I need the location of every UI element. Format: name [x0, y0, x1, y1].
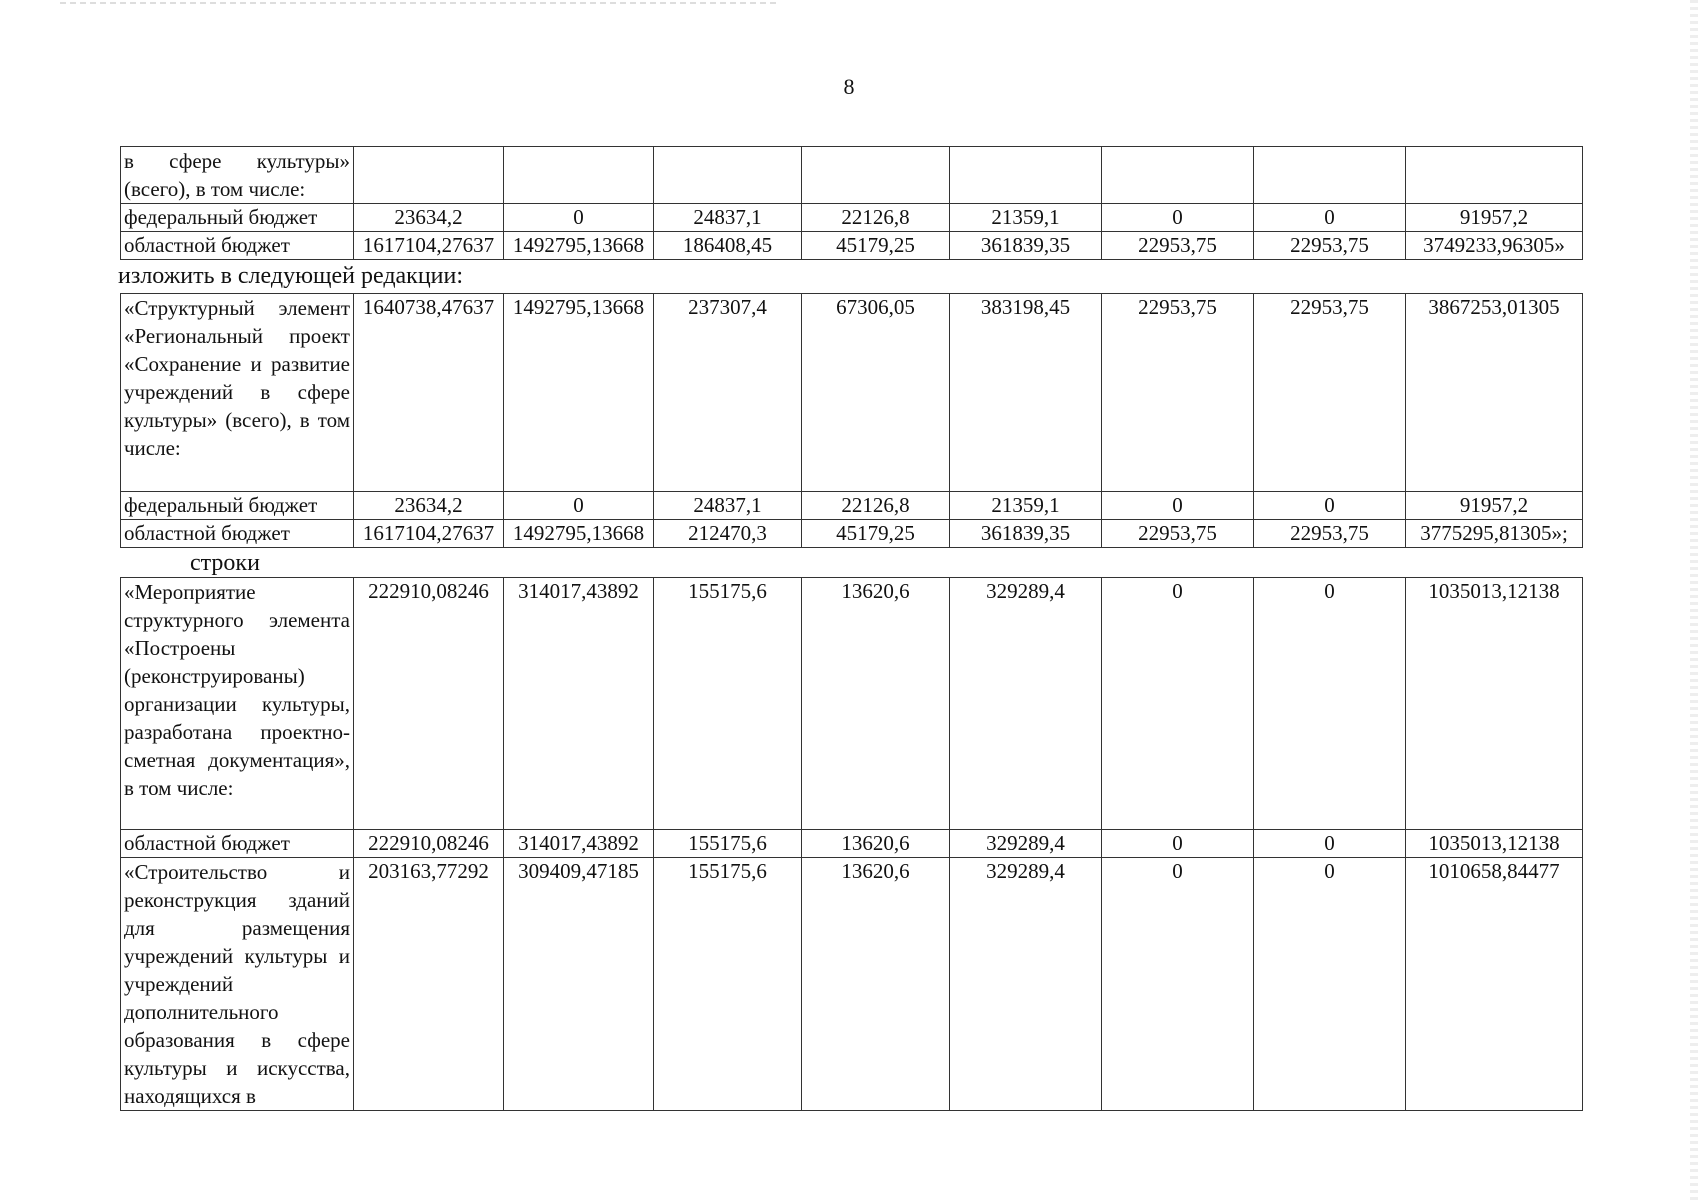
scan-artifact-right-edge	[1690, 0, 1698, 1200]
cell	[950, 147, 1102, 204]
cell	[504, 147, 654, 204]
cell: 0	[1102, 830, 1254, 858]
cell	[354, 147, 504, 204]
cell: 21359,1	[950, 204, 1102, 232]
cell: 329289,4	[950, 578, 1102, 830]
cell: 3867253,01305	[1406, 294, 1583, 492]
cell	[1254, 147, 1406, 204]
cell: 1640738,47637	[354, 294, 504, 492]
cell: 22126,8	[802, 492, 950, 520]
table-lines	[120, 577, 1583, 1111]
cell: 0	[1254, 204, 1406, 232]
cell: 13620,6	[802, 858, 950, 1111]
cell: 24837,1	[654, 492, 802, 520]
cell: 329289,4	[950, 858, 1102, 1111]
cell: 314017,43892	[504, 578, 654, 830]
cell: 186408,45	[654, 232, 802, 260]
cell: 237307,4	[654, 294, 802, 492]
row-label: «Мероприятие структурного элемента «Построены (реконструированы) организации культуры, разработана проектно-сметная документация», в том числе:	[121, 578, 354, 830]
cell: 1492795,13668	[504, 232, 654, 260]
cell: 0	[504, 204, 654, 232]
cell: 22126,8	[802, 204, 950, 232]
cell: 0	[1254, 858, 1406, 1111]
page-number: 8	[843, 74, 855, 99]
table-row	[121, 520, 1583, 548]
cell: 21359,1	[950, 492, 1102, 520]
cell: 361839,35	[950, 232, 1102, 260]
heading-lines: строки	[190, 550, 260, 576]
cell: 22953,75	[1254, 232, 1406, 260]
cell: 314017,43892	[504, 830, 654, 858]
table-new-version	[120, 293, 1583, 548]
cell: 91957,2	[1406, 204, 1583, 232]
cell: 45179,25	[802, 232, 950, 260]
cell: 0	[1254, 492, 1406, 520]
cell: 212470,3	[654, 520, 802, 548]
cell: 22953,75	[1102, 294, 1254, 492]
cell: 1010658,84477	[1406, 858, 1583, 1111]
cell	[1102, 147, 1254, 204]
cell: 1035013,12138	[1406, 830, 1583, 858]
table-row	[121, 232, 1583, 260]
row-label: областной бюджет	[121, 232, 354, 260]
cell: 1617104,27637	[354, 520, 504, 548]
table-row	[121, 147, 1583, 204]
cell: 0	[1254, 578, 1406, 830]
cell: 13620,6	[802, 830, 950, 858]
cell	[802, 147, 950, 204]
cell: 23634,2	[354, 492, 504, 520]
heading-replace: изложить в следующей редакции:	[118, 263, 464, 289]
cell: 361839,35	[950, 520, 1102, 548]
row-label: «Строительство и реконструкция зданий для размещения учреждений культуры и учреждений дополнительного образования в сфере культуры и искусства, находящихся в	[121, 858, 354, 1111]
cell: 22953,75	[1102, 232, 1254, 260]
cell: 67306,05	[802, 294, 950, 492]
cell: 0	[1102, 204, 1254, 232]
cell: 0	[1102, 858, 1254, 1111]
cell: 383198,45	[950, 294, 1102, 492]
row-label: областной бюджет	[121, 520, 354, 548]
cell: 22953,75	[1102, 520, 1254, 548]
cell: 91957,2	[1406, 492, 1583, 520]
row-label: в сфере культуры» (всего), в том числе:	[121, 147, 354, 204]
cell: 203163,77292	[354, 858, 504, 1111]
table-row	[121, 830, 1583, 858]
cell: 0	[1254, 830, 1406, 858]
table-old-version	[120, 146, 1583, 260]
cell: 309409,47185	[504, 858, 654, 1111]
cell: 45179,25	[802, 520, 950, 548]
table-row	[121, 204, 1583, 232]
row-label: федеральный бюджет	[121, 204, 354, 232]
table-row	[121, 578, 1583, 830]
cell	[654, 147, 802, 204]
cell: 155175,6	[654, 830, 802, 858]
cell: 1035013,12138	[1406, 578, 1583, 830]
cell: 24837,1	[654, 204, 802, 232]
cell: 222910,08246	[354, 830, 504, 858]
cell: 155175,6	[654, 578, 802, 830]
table-row	[121, 294, 1583, 492]
cell: 329289,4	[950, 830, 1102, 858]
cell: 22953,75	[1254, 520, 1406, 548]
table-row	[121, 858, 1583, 1111]
row-label: федеральный бюджет	[121, 492, 354, 520]
cell	[1406, 147, 1583, 204]
cell: 155175,6	[654, 858, 802, 1111]
cell: 0	[1102, 578, 1254, 830]
cell: 1617104,27637	[354, 232, 504, 260]
cell: 0	[504, 492, 654, 520]
cell: 1492795,13668	[504, 520, 654, 548]
cell: 3749233,96305»	[1406, 232, 1583, 260]
scan-artifact-top	[60, 2, 780, 4]
cell: 3775295,81305»;	[1406, 520, 1583, 548]
cell: 1492795,13668	[504, 294, 654, 492]
cell: 222910,08246	[354, 578, 504, 830]
table-row	[121, 492, 1583, 520]
cell: 22953,75	[1254, 294, 1406, 492]
cell: 23634,2	[354, 204, 504, 232]
cell: 0	[1102, 492, 1254, 520]
row-label: «Структурный элемент «Региональный проект «Сохранение и развитие учреждений в сфере культуры» (всего), в том числе:	[121, 294, 354, 492]
cell: 13620,6	[802, 578, 950, 830]
row-label: областной бюджет	[121, 830, 354, 858]
